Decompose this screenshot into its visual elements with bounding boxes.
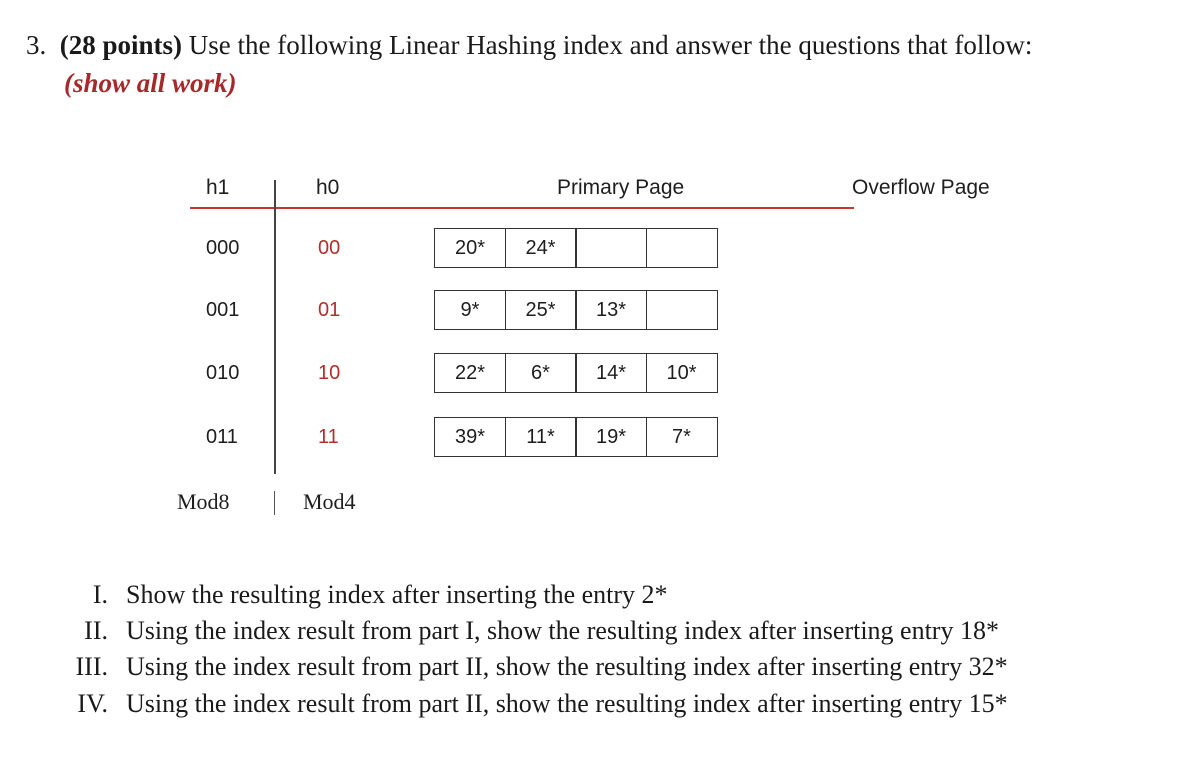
question-number: 3. (26, 30, 47, 60)
row-h1-000: 000 (206, 237, 240, 259)
show-work-note: (show all work) (64, 68, 237, 98)
bucket-slot: 25* (505, 290, 577, 330)
bucket-slot: 22* (434, 353, 506, 393)
header-overflow-page: Overflow Page (852, 176, 990, 199)
part-label-iv: IV. (77, 689, 108, 718)
bucket-slot: 11* (505, 417, 577, 457)
bucket-slot: 20* (434, 228, 506, 268)
bucket-slot: 7* (646, 417, 718, 457)
row-h0-11: 11 (318, 426, 339, 448)
bucket-slot: 39* (434, 417, 506, 457)
header-h1: h1 (206, 176, 230, 199)
mod4-label: Mod4 (303, 489, 356, 514)
part-label-iii: III. (75, 652, 108, 681)
bucket-slot: 6* (505, 353, 577, 393)
bucket-slot (646, 228, 718, 268)
header-h0: h0 (316, 176, 340, 199)
row-h0-01: 01 (318, 299, 341, 321)
header-divider (190, 207, 854, 209)
bucket-slot: 9* (434, 290, 506, 330)
bucket-11 (434, 417, 722, 457)
part-label-i: I. (92, 580, 108, 609)
bucket-slot (575, 228, 647, 268)
question-prompt: Use the following Linear Hashing index and answer the questions that follow: (188, 30, 1033, 60)
bucket-slot: 19* (575, 417, 647, 457)
question-header (26, 30, 1032, 61)
bucket-slot (646, 290, 718, 330)
row-h1-010: 010 (206, 362, 240, 384)
row-h0-00: 00 (318, 237, 341, 259)
row-h1-001: 001 (206, 299, 240, 321)
mod-separator (274, 491, 275, 515)
header-primary-page: Primary Page (557, 176, 685, 199)
bucket-10 (434, 353, 722, 393)
bucket-slot: 24* (505, 228, 577, 268)
part-text-i: Show the resulting index after inserting the entry 2* (126, 580, 668, 609)
part-text-iv: Using the index result from part II, show the resulting index after inserting entry 15* (126, 689, 1008, 718)
part-text-ii: Using the index result from part I, show the resulting index after inserting entry 18* (126, 616, 999, 645)
part-label-ii: II. (84, 616, 108, 645)
bucket-00 (434, 228, 722, 268)
mod8-label: Mod8 (177, 489, 230, 514)
row-h1-011: 011 (206, 426, 238, 448)
column-divider (274, 180, 276, 474)
row-h0-10: 10 (318, 362, 341, 384)
part-text-iii: Using the index result from part II, show the resulting index after inserting entry 32* (126, 652, 1008, 681)
bucket-01 (434, 290, 722, 330)
bucket-slot: 13* (575, 290, 647, 330)
question-points: (28 points) (59, 30, 183, 60)
bucket-slot: 10* (646, 353, 718, 393)
bucket-slot: 14* (575, 353, 647, 393)
